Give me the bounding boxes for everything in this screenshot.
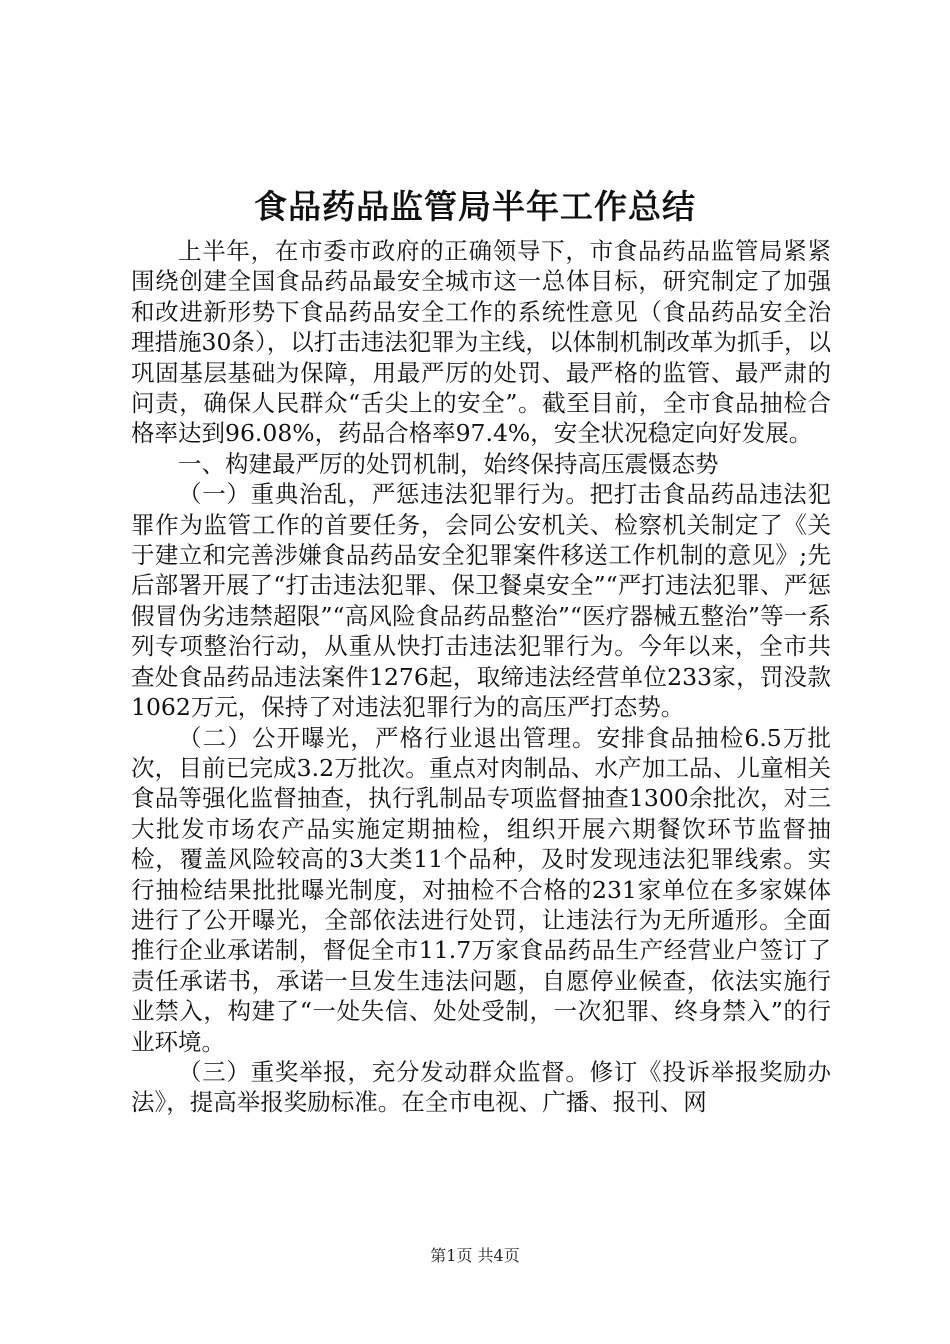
subsection-paragraph-1: （一）重典治乱，严惩违法犯罪行为。把打击食品药品违法犯罪作为监管工作的首要任务，会同公安机关、检察机关制定了《关于建立和完善涉嫌食品药品安全犯罪案件移送工作机制的意见》;先后部署开展了“打击违法犯罪、保卫餐桌安全”“严打违法犯罪、严惩假冒伪劣违禁超限”“高风险食品药品整治”“医疗器械五整治”等一系列专项整治行动，从重从快打击违法犯罪行为。今年以来，全市共查处食品药品违法案件1276起，取缔违法经营单位233家，罚没款1062万元，保持了对违法犯罪行为的高压严打态势。: [131, 480, 831, 722]
section-heading-1: 一、构建最严厉的处罚机制，始终保持高压震慑态势: [178, 449, 719, 478]
intro-paragraph: 上半年，在市委市政府的正确领导下，市食品药品监管局紧紧围绕创建全国食品药品最安全城市这一总体目标，研究制定了加强和改进新形势下食品药品安全工作的系统性意见（食品药品安全治理措施30条），以打击违法犯罪为主线，以体制机制改革为抓手，以巩固基层基础为保障，用最严厉的处罚、最严格的监管、最严肃的问责，确保人民群众“舌尖上的安全”。截至目前，全市食品抽检合格率达到96.08%，药品合格率97.4%，安全状况稳定向好发展。: [131, 237, 831, 448]
subsection-paragraph-2: （二）公开曝光，严格行业退出管理。安排食品抽检6.5万批次，目前已完成3.2万批次。重点对肉制品、水产加工品、儿童相关食品等强化监督抽查，执行乳制品专项监督抽查1300余批次，对三大批发市场农产品实施定期抽检，组织开展六期餐饮环节监督抽检，覆盖风险较高的3大类11个品种，及时发现违法犯罪线索。实行抽检结果批批曝光制度，对抽检不合格的231家单位在多家媒体进行了公开曝光，全部依法进行处罚，让违法行为无所遁形。全面推行企业承诺制，督促全市11.7万家食品药品生产经营业户签订了责任承诺书，承诺一旦发生违法问题，自愿停业候查，依法实施行业禁入，构建了“一处失信、处处受制，一次犯罪、终身禁入”的行业环境。: [131, 723, 831, 1056]
document-title: 食品药品监管局半年工作总结: [254, 187, 696, 226]
document-body: [131, 236, 831, 1118]
subsection-paragraph-3: （三）重奖举报，充分发动群众监督。修订《投诉举报奖励办法》，提高举报奖励标准。在全市电视、广播、报刊、网: [131, 1057, 831, 1117]
page-number-footer: 第1页 共4页: [430, 1246, 520, 1265]
